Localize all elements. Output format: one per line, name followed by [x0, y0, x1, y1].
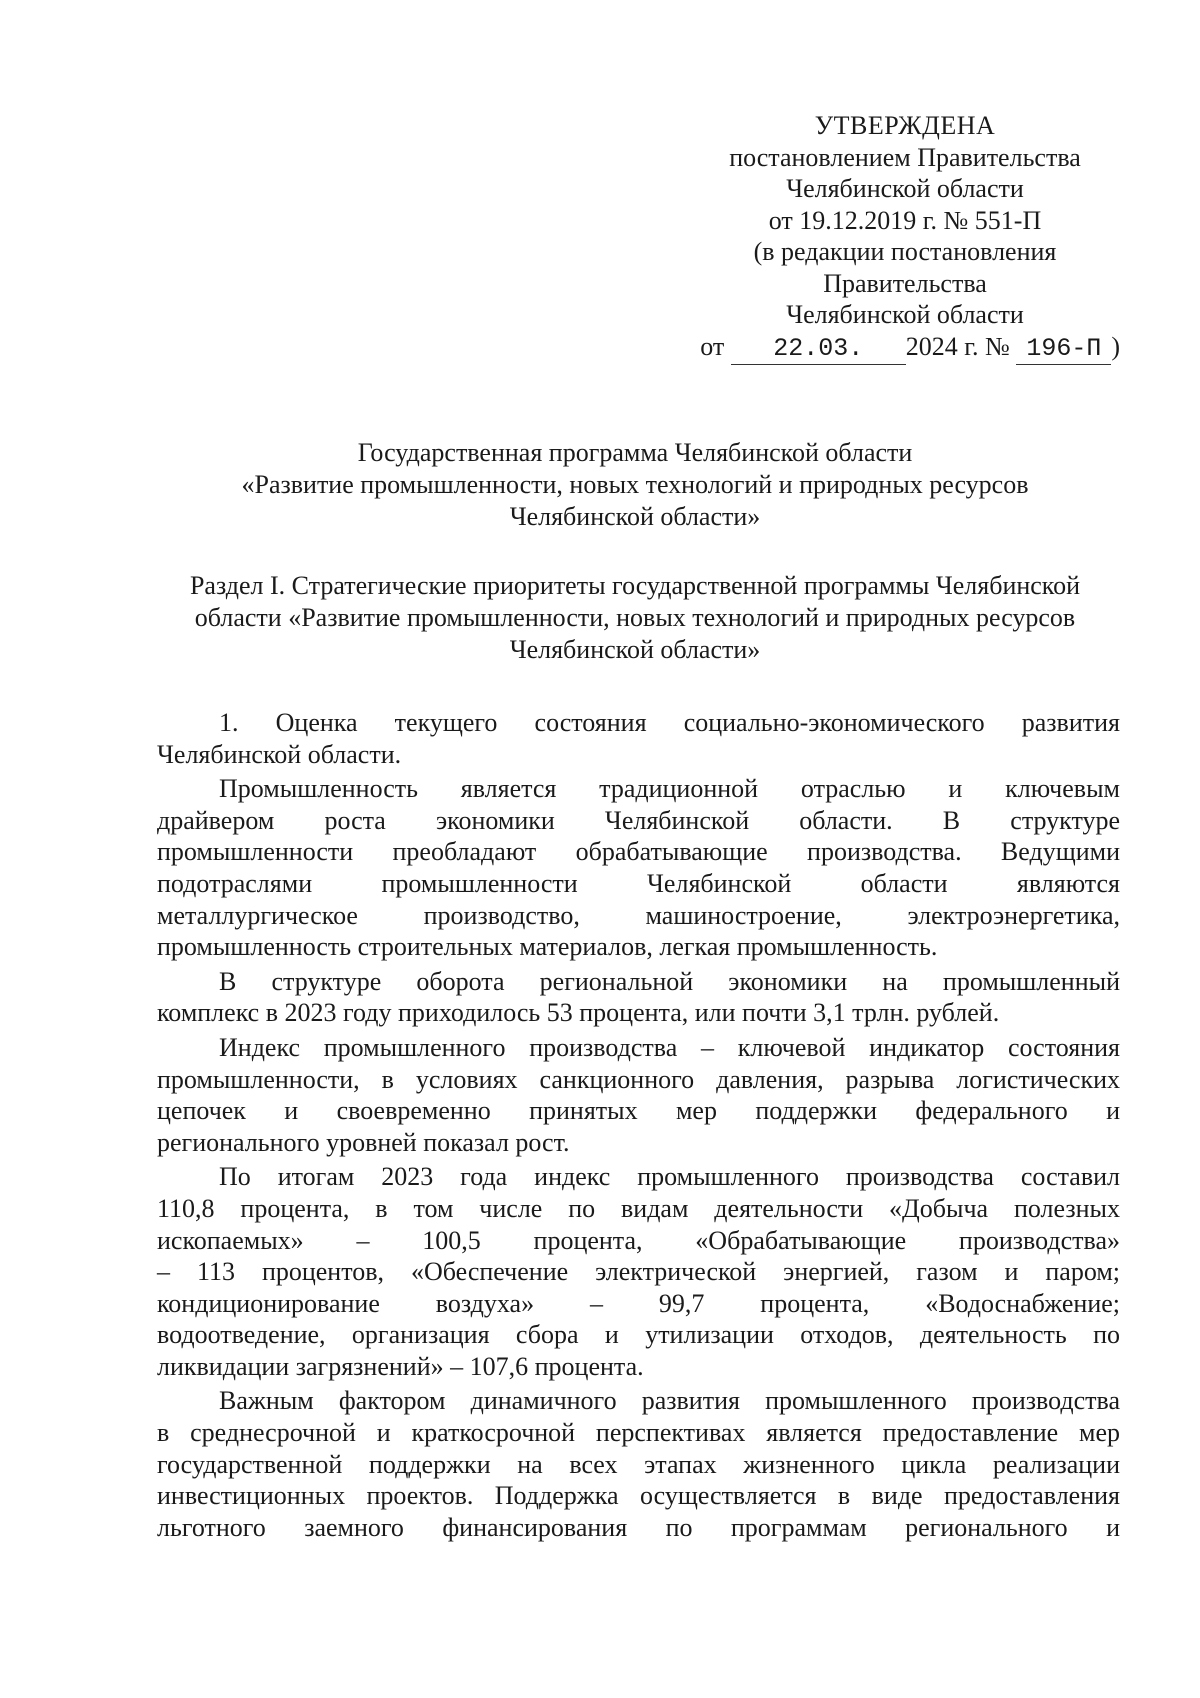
program-title-line-3: Челябинской области»	[509, 502, 761, 531]
paragraph	[157, 1385, 1120, 1543]
text-line: ликвидации загрязнений» – 107,6 процента.	[157, 1351, 644, 1381]
section-heading	[150, 570, 1120, 666]
text-line: Промышленность является традиционной отраслью и ключевым	[219, 774, 1120, 804]
approval-date-line	[690, 331, 1120, 366]
closing-paren: )	[1111, 331, 1120, 361]
text-line: цепочек и своевременно принятых мер поддержки федерального и	[157, 1096, 1120, 1126]
text-line: 110,8 процента, в том числе по видам деятельности «Добыча полезных	[157, 1193, 1120, 1223]
text-line: промышленность строительных материалов, легкая промышленность.	[157, 932, 938, 962]
text-line: металлургическое производство, машиностроение, электроэнергетика,	[157, 900, 1120, 930]
text-line: Индекс промышленного производства – ключевой индикатор состояния	[219, 1032, 1120, 1062]
paragraph	[157, 773, 1120, 963]
approval-line-3: от 19.12.2019 г. № 551-П	[768, 205, 1042, 235]
text-line: ископаемых» – 100,5 процента, «Обрабатывающие производства»	[157, 1225, 1120, 1255]
text-line: промышленности преобладают обрабатывающие производства. Ведущими	[157, 837, 1120, 867]
section-heading-line-1: Раздел I. Стратегические приоритеты государственной программы Челябинской	[189, 571, 1081, 600]
approval-stamp-title: УТВЕРЖДЕНА	[814, 111, 996, 140]
text-line: Челябинской области.	[157, 739, 402, 769]
text-line: кондиционирование воздуха» – 99,7 процента, «Водоснабжение;	[157, 1288, 1120, 1318]
section-heading-line-3: Челябинской области»	[509, 635, 761, 664]
text-line: подотраслями промышленности Челябинской области являются	[157, 868, 1120, 898]
approval-stamp-block	[690, 110, 1120, 365]
text-line: регионального уровней показал рост.	[157, 1127, 570, 1157]
text-line: промышленности, в условиях санкционного давления, разрыва логистических	[157, 1064, 1120, 1094]
date-year: 2024 г. №	[905, 331, 1010, 361]
text-line: льготного заемного финансирования по программам регионального и	[157, 1512, 1120, 1542]
handwritten-date: 22.03.	[731, 333, 906, 366]
approval-line-5: Правительства	[823, 268, 987, 298]
section-heading-line-2: области «Развитие промышленности, новых технологий и природных ресурсов	[194, 603, 1076, 632]
text-line: В структуре оборота региональной экономики на промышленный	[219, 966, 1120, 996]
text-line: в среднесрочной и краткосрочной перспективах является предоставление мер	[157, 1418, 1120, 1448]
approval-line-4: (в редакции постановления	[753, 237, 1057, 266]
program-title-line-1: Государственная программа Челябинской области	[357, 438, 913, 467]
paragraph	[157, 1161, 1120, 1382]
text-line: – 113 процентов, «Обеспечение электрической энергией, газом и паром;	[157, 1257, 1120, 1287]
handwritten-number: 196-П	[1016, 333, 1111, 366]
body-text	[157, 707, 1120, 1543]
program-title	[150, 437, 1120, 533]
paragraph	[157, 966, 1120, 1029]
text-line: государственной поддержки на всех этапах жизненного цикла реализации	[157, 1449, 1120, 1479]
approval-line-1: постановлением Правительства	[729, 142, 1081, 172]
approval-line-6: Челябинской области	[786, 300, 1024, 329]
text-line: комплекс в 2023 году приходилось 53 процента, или почти 3,1 трлн. рублей.	[157, 998, 1000, 1028]
text-line: По итогам 2023 года индекс промышленного производства составил	[219, 1162, 1120, 1192]
program-title-line-2: «Развитие промышленности, новых технологий и природных ресурсов	[241, 470, 1029, 499]
text-line: водоотведение, организация сбора и утилизации отходов, деятельность по	[157, 1320, 1120, 1350]
text-line: Важным фактором динамичного развития промышленного производства	[219, 1386, 1120, 1416]
paragraph	[157, 1032, 1120, 1158]
text-line: драйвером роста экономики Челябинской области. В структуре	[157, 805, 1120, 835]
date-prefix: от	[700, 331, 725, 361]
paragraph	[157, 707, 1120, 770]
text-line: инвестиционных проектов. Поддержка осуществляется в виде предоставления	[157, 1481, 1120, 1511]
text-line: 1. Оценка текущего состояния социально-экономического развития	[219, 708, 1120, 737]
approval-line-2: Челябинской области	[786, 174, 1024, 203]
